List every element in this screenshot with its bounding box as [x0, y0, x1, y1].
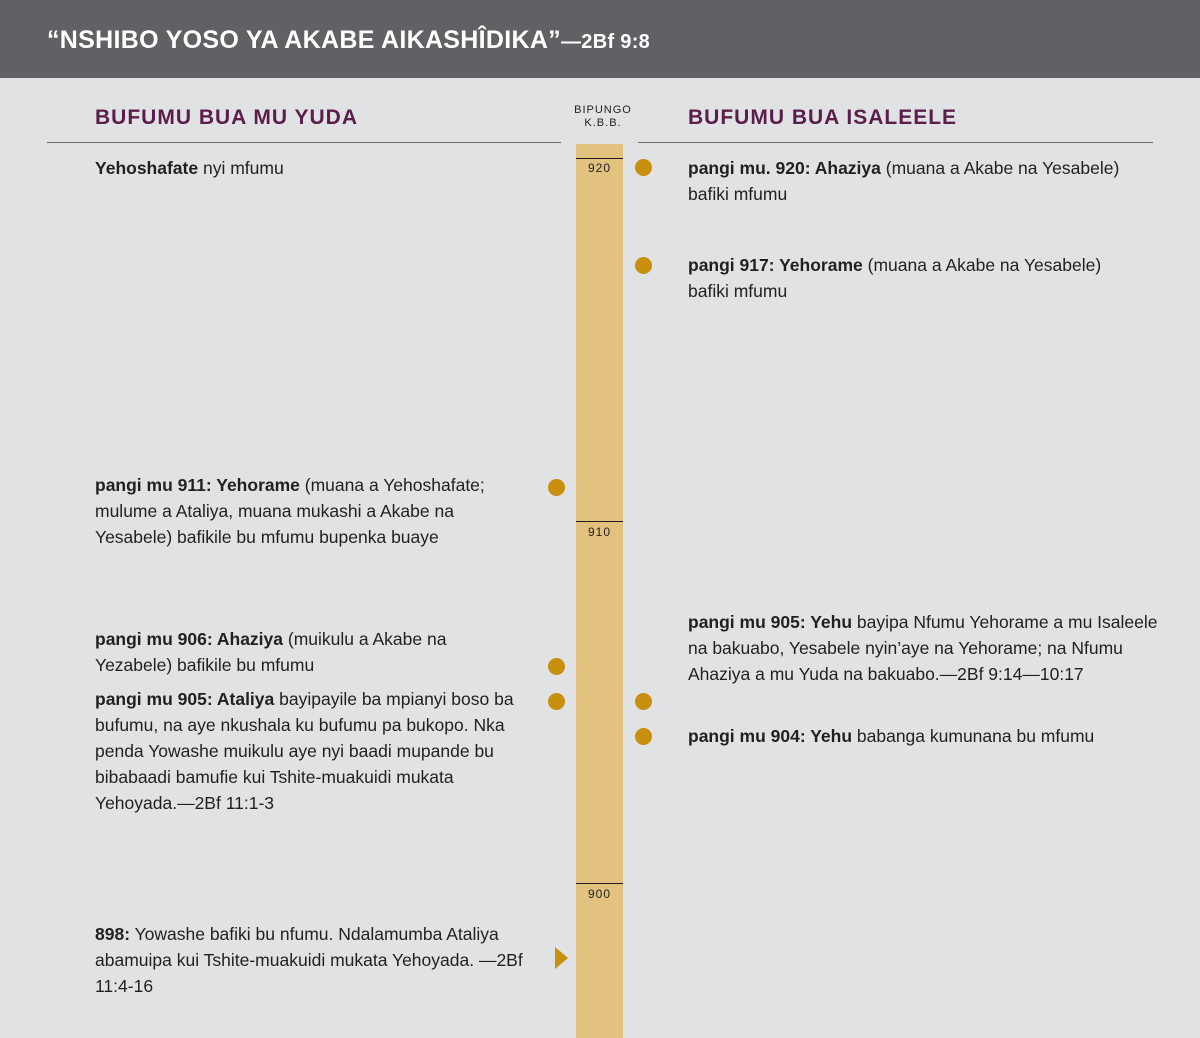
tick-label-920: 920 — [587, 161, 612, 175]
left-event-906 — [95, 626, 495, 678]
event-text: (muana a Akabe na Yesabele) bafiki mfumu — [688, 158, 1120, 204]
marker-dot-920 — [635, 159, 652, 176]
marker-dot-911 — [548, 479, 565, 496]
left-heading-rule — [47, 142, 561, 143]
right-column-heading: BUFUMU BUA ISALEELE — [688, 106, 958, 129]
marker-dot-904 — [635, 728, 652, 745]
marker-dot-905-left — [548, 693, 565, 710]
tick-920 — [576, 158, 623, 159]
tick-label-910: 910 — [587, 525, 612, 539]
axis-title-line2: K.B.B. — [584, 117, 622, 129]
right-event-905 — [688, 609, 1158, 687]
timeline-bar — [576, 144, 623, 1038]
right-event-917 — [688, 252, 1118, 304]
event-text: (muana a Yehoshafate; mulume a Ataliya, muana mukashi a Akabe na Yesabele) bafikile bu mfumu bupenka buaye — [95, 475, 485, 547]
page-title — [47, 26, 650, 55]
event-text: bayipa Nfumu Yehorame a mu Isaleele na bakuabo, Yesabele nyin’aye na Yehorame; na Nfumu Ahaziya a mu Yuda na bakuabo.—2Bf 9:14—10:17 — [688, 612, 1158, 684]
timeline-axis-title — [566, 104, 640, 130]
marker-dot-905-right — [635, 693, 652, 710]
tick-910 — [576, 521, 623, 522]
event-bold: pangi mu. 920: Ahaziya — [688, 158, 881, 178]
left-event-911 — [95, 472, 515, 550]
event-bold: pangi mu 905: Yehu — [688, 612, 853, 632]
left-column-heading: BUFUMU BUA MU YUDA — [95, 106, 358, 129]
right-event-904 — [688, 723, 1158, 749]
marker-dot-917 — [635, 257, 652, 274]
tick-label-900: 900 — [587, 887, 612, 901]
header-bar — [0, 0, 1200, 78]
title-reference: —2Bf 9:8 — [560, 31, 651, 53]
event-text: (muana a Akabe na Yesabele) bafiki mfumu — [688, 255, 1102, 301]
event-text: bayipayile ba mpianyi boso ba bufumu, na aye nkushala ku bufumu pa bukopo. Nka penda Yowashe muikulu aye nyi baadi mupande bu bibabaadi bamufie kui Tshite-muakuidi mukata Yehoyada.—2Bf 11:1-3 — [95, 689, 514, 813]
event-bold: pangi mu 904: Yehu — [688, 726, 853, 746]
marker-dot-906 — [548, 658, 565, 675]
right-event-920 — [688, 155, 1138, 207]
left-event-898 — [95, 921, 525, 999]
event-bold: pangi mu 911: Yehorame — [95, 475, 300, 495]
right-heading-rule — [638, 142, 1153, 143]
title-text: “NSHIBO YOSO YA AKABE AIKASHÎDIKA” — [47, 26, 561, 54]
event-bold: pangi mu 906: Ahaziya — [95, 629, 284, 649]
event-text: Yowashe bafiki bu nfumu. Ndalamumba Ataliya abamuipa kui Tshite-muakuidi mukata Yehoyada. —2Bf 11:4-16 — [95, 924, 523, 996]
event-text: nyi mfumu — [198, 158, 284, 178]
event-bold: pangi mu 905: Ataliya — [95, 689, 275, 709]
tick-900 — [576, 883, 623, 884]
event-bold: 898: — [95, 924, 131, 944]
axis-title-line1: BIPUNGO — [574, 104, 632, 116]
left-event-905 — [95, 686, 525, 816]
left-event-yehoshafate — [95, 155, 535, 181]
event-bold: Yehoshafate — [95, 158, 199, 178]
event-bold: pangi 917: Yehorame — [688, 255, 863, 275]
event-text: babanga kumunana bu mfumu — [852, 726, 1095, 746]
event-text: (muikulu a Akabe na Yezabele) bafikile bu mfumu — [95, 629, 447, 675]
marker-arrow-898 — [555, 947, 568, 969]
